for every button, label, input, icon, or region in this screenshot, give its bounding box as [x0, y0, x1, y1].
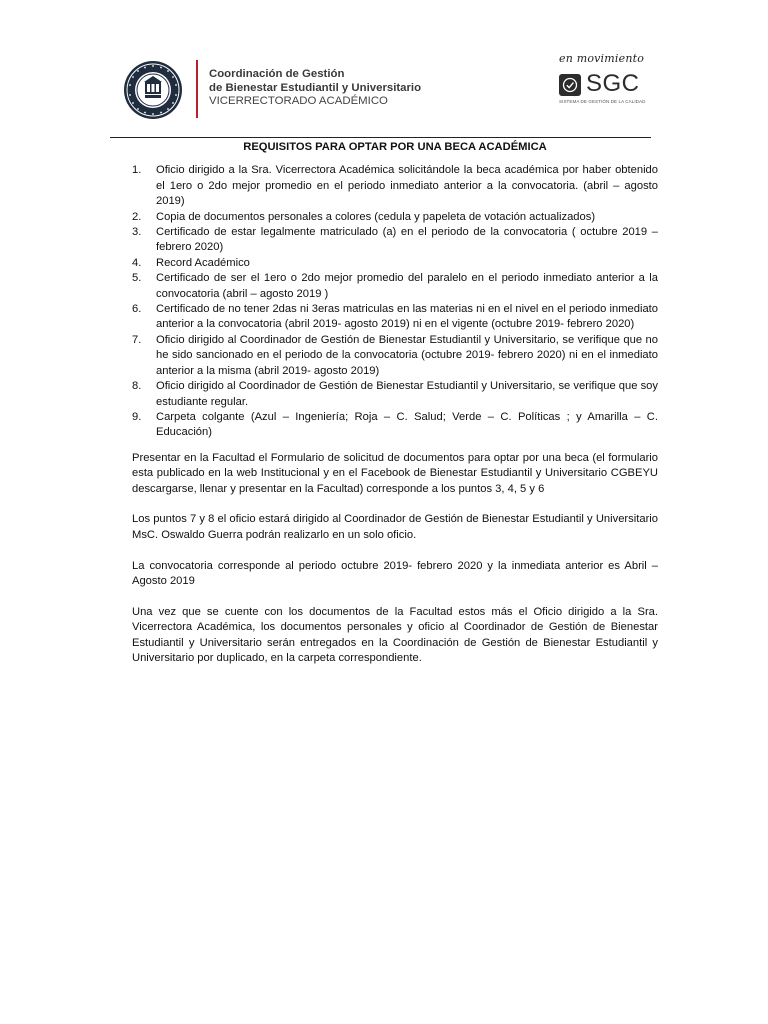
- tagline: en movimiento: [559, 52, 645, 65]
- org-line-2: de Bienestar Estudiantil y Universitario: [209, 81, 422, 94]
- instructions-paragraph: Presentar en la Facultad el Formulario de solicitud de documentos para optar por una beca (el formulario esta publicado en la web Institucional y en el Facebook de Bienestar Estudiantil y Universitario CGBEYU descargarse, llenar y presentar en la Facultad) corresponde a los puntos 3, 4, 5 y 6: [132, 451, 658, 495]
- header-rule: [110, 137, 651, 138]
- requirement-item: [132, 256, 658, 271]
- university-seal-logo: [123, 60, 183, 120]
- note-paragraph: Los puntos 7 y 8 el oficio estará dirigido al Coordinador de Gestión de Bienestar Estudiantil y Universitario MsC. Oswaldo Guerra podrán realizarlo en un solo oficio.: [132, 513, 658, 541]
- document-title: REQUISITOS PARA OPTAR POR UNA BECA ACADÉMICA: [243, 141, 547, 153]
- quality-seal-icon: [559, 74, 581, 96]
- requirement-text: Copia de documentos personales a colores (cedula y papeleta de votación actualizados): [156, 210, 596, 223]
- requirement-number: 8.: [132, 380, 142, 393]
- requirements-list: [132, 163, 658, 440]
- requirement-item: [132, 333, 658, 379]
- requirement-item: [132, 210, 658, 225]
- requirement-number: 2.: [132, 210, 142, 223]
- requirement-number: 4.: [132, 256, 142, 269]
- letterhead: [0, 0, 768, 140]
- requirement-text: Record Académico: [156, 256, 250, 269]
- requirement-item: [132, 225, 658, 256]
- document-body: [132, 140, 658, 682]
- requirement-number: 1.: [132, 164, 142, 177]
- requirement-item: [132, 410, 658, 441]
- requirement-item: [132, 302, 658, 333]
- period-paragraph: La convocatoria corresponde al periodo octubre 2019- febrero 2020 y la inmediata anterior es Abril – Agosto 2019: [132, 559, 658, 587]
- requirement-number: 6.: [132, 303, 142, 316]
- sgc-subtitle: SISTEMA DE GESTIÓN DE LA CALIDAD: [559, 99, 646, 104]
- sgc-logo: [557, 52, 647, 107]
- requirement-item: [132, 379, 658, 410]
- sgc-label: SGC: [586, 70, 640, 97]
- header-divider: [196, 60, 198, 118]
- requirement-number: 7.: [132, 333, 142, 346]
- requirement-number: 5.: [132, 272, 142, 285]
- requirement-text: Oficio dirigido a la Sra. Vicerrectora Académica solicitándole la beca académica por haber obtenido el 1ero o 2do mejor promedio en el periodo inmediato anterior a la convocatoria. (abril – agosto 2019): [156, 164, 658, 208]
- organization-name: [209, 68, 421, 109]
- requirement-text: Carpeta colgante (Azul – Ingeniería; Roja – C. Salud; Verde – C. Políticas ; y Amarilla – C. Educación): [156, 410, 658, 439]
- requirement-text: Certificado de ser el 1ero o 2do mejor promedio del paralelo en el periodo inmediato anterior a la convocatoria (abril – agosto 2019 ): [156, 272, 658, 300]
- requirement-text: Oficio dirigido al Coordinador de Gestión de Bienestar Estudiantil y Universitario, se verifique que soy estudiante regular.: [156, 380, 658, 408]
- delivery-paragraph: Una vez que se cuente con los documentos de la Facultad estos más el Oficio dirigido a la Sra. Vicerrectora Académica, los documentos personales y oficio al Coordinador de Gestión de Bienestar Estudiantil y Universitario serán entregados en la Coordinación de Gestión de Bienestar Estudiantil y Universitario por duplicado, en la carpeta correspondiente.: [132, 605, 658, 664]
- requirement-text: Certificado de no tener 2das ni 3eras matriculas en las materias ni en el nivel en el periodo inmediato anterior a la convocatoria (abril 2019- agosto 2019) ni en el vigente (octubre 2019- febrero 2020): [156, 303, 658, 331]
- requirement-number: 9.: [132, 410, 142, 423]
- org-line-1: Coordinación de Gestión: [209, 68, 345, 80]
- org-line-3: VICERRECTORADO ACADÉMICO: [209, 95, 388, 107]
- requirement-item: [132, 271, 658, 302]
- requirement-text: Oficio dirigido al Coordinador de Gestión de Bienestar Estudiantil y Universitario, se verifique que no he sido sancionado en el periodo de la convocatoria (octubre 2019- febrero 2020) ni en el inmediato anterior a la misma (abril 2019- agosto 2019): [156, 333, 658, 377]
- requirement-text: Certificado de estar legalmente matriculado (a) en el periodo de la convocatoria ( octubre 2019 – febrero 2020): [156, 226, 658, 254]
- requirement-item: [132, 163, 658, 209]
- requirement-number: 3.: [132, 226, 142, 239]
